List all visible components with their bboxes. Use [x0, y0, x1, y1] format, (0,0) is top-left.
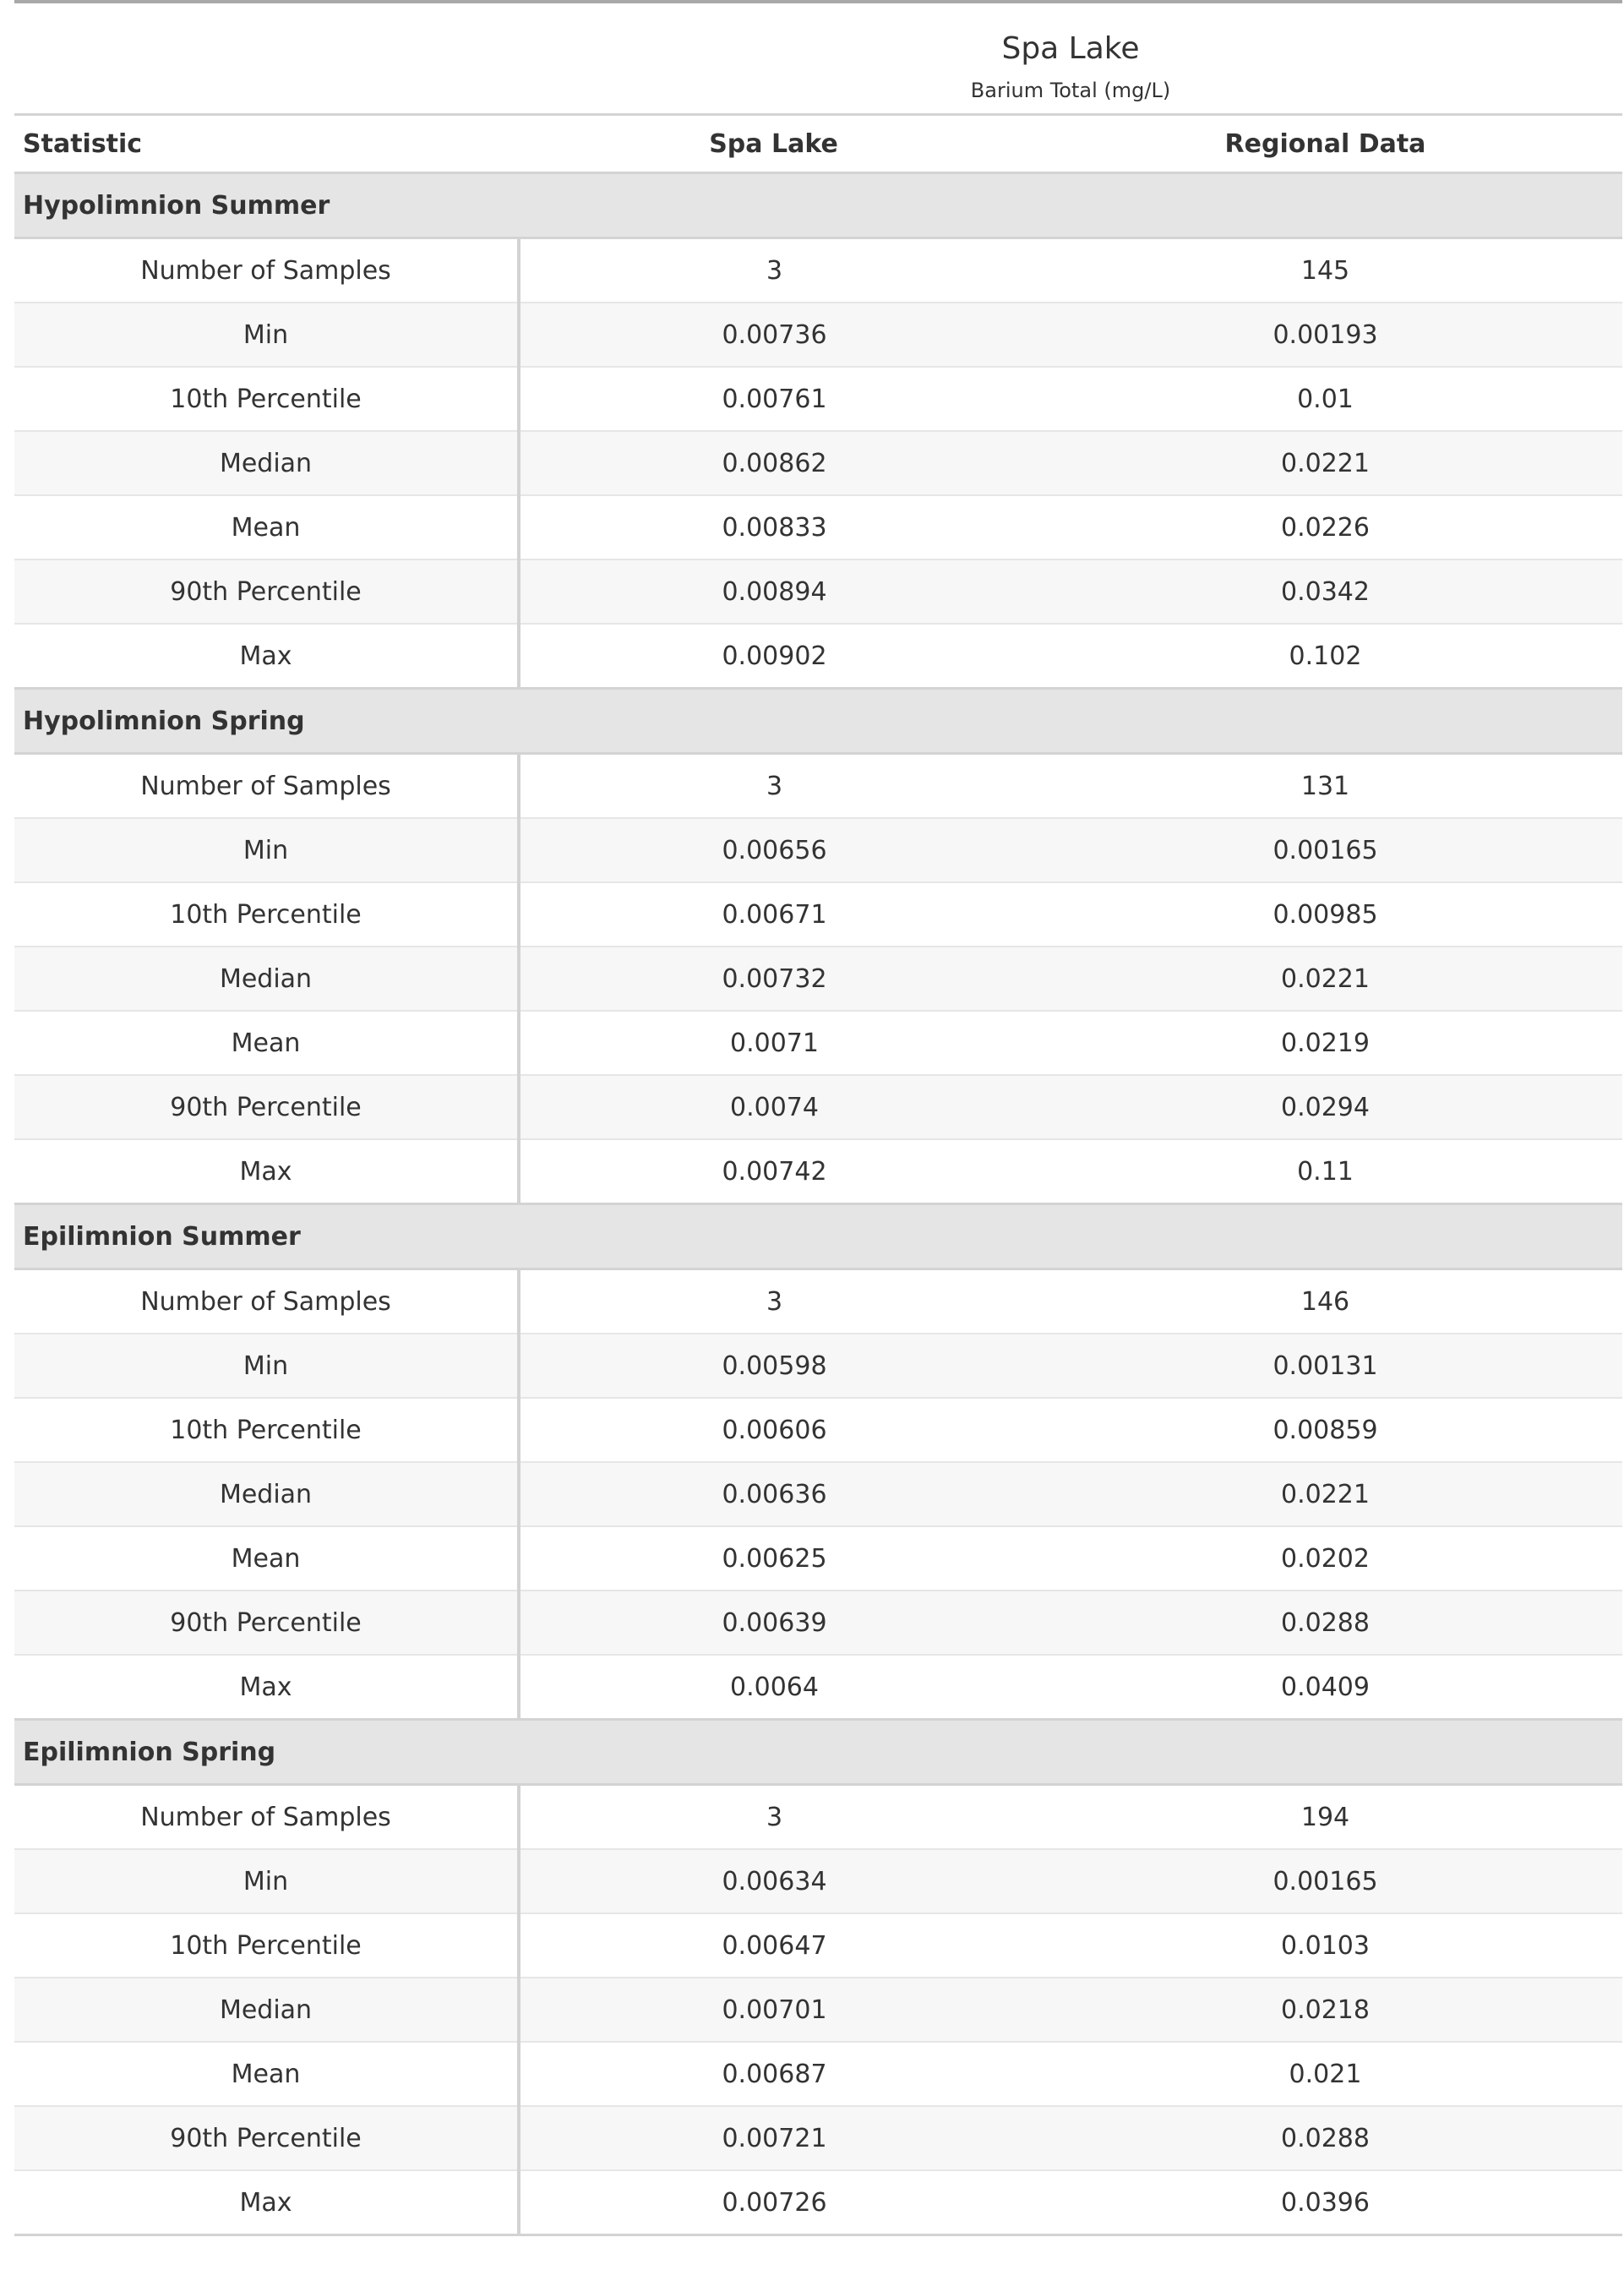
regional-data-cell: 194: [1028, 1785, 1622, 1850]
column-header-statistic: Statistic: [14, 115, 519, 173]
statistic-cell: Min: [14, 303, 519, 367]
regional-data-cell: 0.0409: [1028, 1655, 1622, 1720]
table-row: [14, 1785, 1622, 1850]
statistic-cell: Number of Samples: [14, 1785, 519, 1850]
statistic-cell: Max: [14, 1139, 519, 1204]
statistic-cell: Max: [14, 1655, 519, 1720]
table-row: [14, 1075, 1622, 1139]
spa-lake-cell: 0.00721: [519, 2106, 1028, 2170]
statistic-cell: Median: [14, 947, 519, 1011]
statistic-cell: Min: [14, 818, 519, 882]
table-row: [14, 2170, 1622, 2235]
spa-lake-cell: 0.00636: [519, 1462, 1028, 1526]
regional-data-cell: 0.0218: [1028, 1978, 1622, 2042]
group-header-row: [14, 689, 1622, 754]
table-body: [14, 173, 1622, 2235]
regional-data-cell: 0.11: [1028, 1139, 1622, 1204]
table-row: [14, 1139, 1622, 1204]
statistic-cell: Mean: [14, 1011, 519, 1075]
spa-lake-cell: 0.00726: [519, 2170, 1028, 2235]
summary-table-container: [14, 0, 1622, 2236]
statistic-cell: 90th Percentile: [14, 1075, 519, 1139]
statistic-cell: 90th Percentile: [14, 2106, 519, 2170]
table-row: [14, 624, 1622, 689]
table-row: [14, 2042, 1622, 2106]
statistic-cell: Number of Samples: [14, 1269, 519, 1334]
spa-lake-cell: 0.0064: [519, 1655, 1028, 1720]
spa-lake-cell: 0.00862: [519, 431, 1028, 495]
table-row: [14, 754, 1622, 819]
spa-lake-cell: 0.00671: [519, 882, 1028, 947]
regional-data-cell: 131: [1028, 754, 1622, 819]
spa-lake-cell: 0.00639: [519, 1591, 1028, 1655]
regional-data-cell: 0.0396: [1028, 2170, 1622, 2235]
column-header-spa-lake: Spa Lake: [519, 115, 1028, 173]
statistic-cell: 10th Percentile: [14, 1913, 519, 1978]
regional-data-cell: 0.0221: [1028, 1462, 1622, 1526]
spa-lake-cell: 3: [519, 238, 1028, 303]
spa-lake-cell: 0.00625: [519, 1526, 1028, 1591]
statistic-cell: Median: [14, 1462, 519, 1526]
regional-data-cell: 0.00165: [1028, 818, 1622, 882]
statistic-cell: 10th Percentile: [14, 882, 519, 947]
table-row: [14, 1011, 1622, 1075]
spa-lake-cell: 3: [519, 754, 1028, 819]
spa-lake-cell: 0.00833: [519, 495, 1028, 559]
table-title: Spa Lake: [1001, 31, 1140, 66]
table-row: [14, 367, 1622, 431]
group-header-row: [14, 1720, 1622, 1785]
statistic-cell: Mean: [14, 2042, 519, 2106]
regional-data-cell: 0.01: [1028, 367, 1622, 431]
group-header-label: Hypolimnion Summer: [14, 173, 1622, 238]
table-row: [14, 1591, 1622, 1655]
statistic-cell: Number of Samples: [14, 754, 519, 819]
spa-lake-cell: 0.00701: [519, 1978, 1028, 2042]
regional-data-cell: 145: [1028, 238, 1622, 303]
regional-data-cell: 0.00165: [1028, 1849, 1622, 1913]
regional-data-cell: 0.00985: [1028, 882, 1622, 947]
table-row: [14, 1462, 1622, 1526]
table-row: [14, 1398, 1622, 1462]
table-row: [14, 1978, 1622, 2042]
statistic-cell: 90th Percentile: [14, 1591, 519, 1655]
table-row: [14, 947, 1622, 1011]
statistic-cell: 90th Percentile: [14, 559, 519, 624]
table-row: [14, 495, 1622, 559]
statistic-cell: Min: [14, 1334, 519, 1398]
regional-data-cell: 0.0294: [1028, 1075, 1622, 1139]
spa-lake-cell: 0.00742: [519, 1139, 1028, 1204]
table-row: [14, 1913, 1622, 1978]
spa-lake-cell: 0.00736: [519, 303, 1028, 367]
statistic-cell: Number of Samples: [14, 238, 519, 303]
statistic-cell: Mean: [14, 495, 519, 559]
regional-data-cell: 0.00193: [1028, 303, 1622, 367]
statistic-cell: Max: [14, 624, 519, 689]
table-row: [14, 882, 1622, 947]
spa-lake-cell: 0.00687: [519, 2042, 1028, 2106]
spa-lake-cell: 0.0074: [519, 1075, 1028, 1139]
spa-lake-cell: 0.00606: [519, 1398, 1028, 1462]
spa-lake-cell: 3: [519, 1269, 1028, 1334]
regional-data-cell: 0.0288: [1028, 2106, 1622, 2170]
group-header-label: Epilimnion Spring: [14, 1720, 1622, 1785]
group-header-row: [14, 1204, 1622, 1269]
group-header-label: Hypolimnion Spring: [14, 689, 1622, 754]
regional-data-cell: 0.0288: [1028, 1591, 1622, 1655]
table-row: [14, 559, 1622, 624]
spa-lake-cell: 0.00598: [519, 1334, 1028, 1398]
statistic-cell: Median: [14, 1978, 519, 2042]
table-row: [14, 1655, 1622, 1720]
regional-data-cell: 146: [1028, 1269, 1622, 1334]
regional-data-cell: 0.0219: [1028, 1011, 1622, 1075]
spa-lake-cell: 0.00761: [519, 367, 1028, 431]
table-row: [14, 818, 1622, 882]
statistic-cell: Mean: [14, 1526, 519, 1591]
table-row: [14, 2106, 1622, 2170]
regional-data-cell: 0.00859: [1028, 1398, 1622, 1462]
table-subtitle: Barium Total (mg/L): [970, 79, 1171, 102]
table-row: [14, 1269, 1622, 1334]
regional-data-cell: 0.102: [1028, 624, 1622, 689]
statistic-cell: Max: [14, 2170, 519, 2235]
regional-data-cell: 0.0202: [1028, 1526, 1622, 1591]
spa-lake-cell: 0.00902: [519, 624, 1028, 689]
group-header-label: Epilimnion Summer: [14, 1204, 1622, 1269]
group-header-row: [14, 173, 1622, 238]
column-header-row: [14, 115, 1622, 173]
regional-data-cell: 0.0221: [1028, 947, 1622, 1011]
table-heading: [519, 2, 1622, 115]
spa-lake-cell: 0.0071: [519, 1011, 1028, 1075]
regional-data-cell: 0.0226: [1028, 495, 1622, 559]
spa-lake-cell: 0.00656: [519, 818, 1028, 882]
spa-lake-cell: 0.00634: [519, 1849, 1028, 1913]
statistic-cell: Min: [14, 1849, 519, 1913]
regional-data-cell: 0.00131: [1028, 1334, 1622, 1398]
spa-lake-cell: 3: [519, 1785, 1028, 1850]
table-row: [14, 431, 1622, 495]
regional-data-cell: 0.0221: [1028, 431, 1622, 495]
column-header-regional-data: Regional Data: [1028, 115, 1622, 173]
regional-data-cell: 0.0103: [1028, 1913, 1622, 1978]
table-row: [14, 1334, 1622, 1398]
spa-lake-cell: 0.00894: [519, 559, 1028, 624]
table-title-row: [14, 2, 1622, 115]
statistics-table: [14, 0, 1622, 2236]
statistic-cell: 10th Percentile: [14, 1398, 519, 1462]
table-row: [14, 1849, 1622, 1913]
table-row: [14, 303, 1622, 367]
table-row: [14, 1526, 1622, 1591]
regional-data-cell: 0.021: [1028, 2042, 1622, 2106]
table-row: [14, 238, 1622, 303]
spa-lake-cell: 0.00732: [519, 947, 1028, 1011]
spa-lake-cell: 0.00647: [519, 1913, 1028, 1978]
statistic-cell: Median: [14, 431, 519, 495]
statistic-cell: 10th Percentile: [14, 367, 519, 431]
regional-data-cell: 0.0342: [1028, 559, 1622, 624]
